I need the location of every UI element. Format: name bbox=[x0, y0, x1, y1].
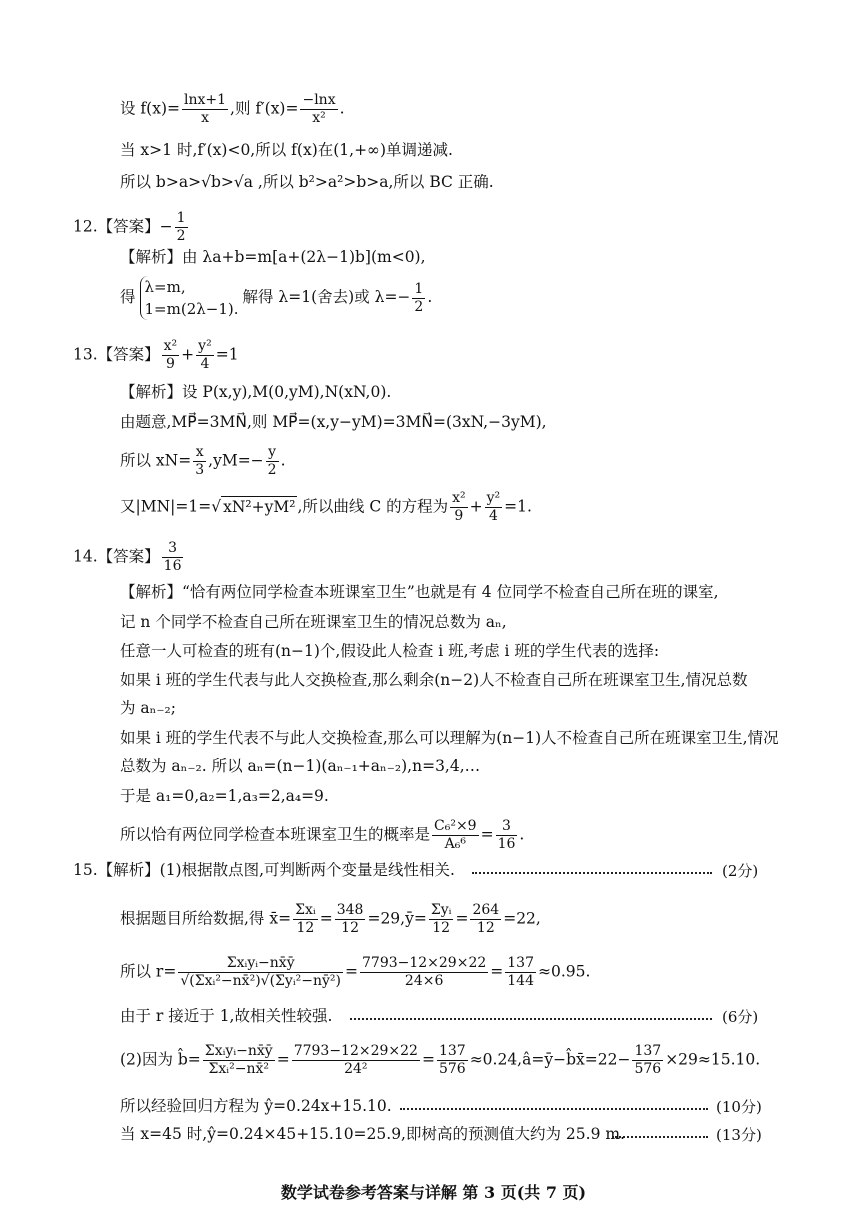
q15-correlation: 所以 r= $\frac{\text{Σxᵢyᵢ−nx̄ȳ}}{\text{√(Σxᵢ²−nx̄²)√(Σyᵢ²−nȳ²)}}$ = $\frac{7793-12\times 29\times 22}{24\times 6}$ = $\frac{137}{144}$ ≈0.95. bbox=[120, 955, 591, 989]
q14-analysis-4: 如果 i 班的学生代表与此人交换检查,那么剩余(n−2)人不检查自己所在班课室卫生,情况总数 bbox=[120, 671, 748, 689]
q14-answer: 14.【答案】 $\frac{3}{16}$ bbox=[73, 540, 182, 574]
fraction: $\frac{-\ln x}{\text{x²}}$ bbox=[302, 92, 336, 126]
score-6: (6分) bbox=[722, 1008, 759, 1026]
q14-analysis-2: 记 n 个同学不检查自己所在班课室卫生的情况总数为 aₙ, bbox=[120, 613, 507, 631]
q14-analysis-8: 于是 a₁=0,a₂=1,a₃=2,a₄=9. bbox=[120, 787, 329, 805]
q12-analysis-2: 得 λ=m, 1=m(2λ−1). 解得 λ=1(舍去)或 λ=− $\frac{1}{2}$ . bbox=[120, 278, 433, 318]
dot-leader bbox=[612, 1136, 708, 1138]
text: 设 f(x)= bbox=[120, 99, 180, 118]
q14-analysis-3: 任意一人可检查的班有(n−1)个,假设此人检查 i 班,考虑 i 班的学生代表的选择: bbox=[120, 642, 660, 660]
q13-analysis-1: 【解析】设 P(x,y),M(0,yM),N(xN,0). bbox=[120, 383, 392, 401]
score-2: (2分) bbox=[722, 862, 759, 880]
q13-answer: 13.【答案】 $\frac{\text{x²}}{9}$ + $\frac{\text{y²}}{4}$ =1 bbox=[73, 338, 239, 372]
dot-leader bbox=[472, 872, 712, 874]
line-function-def: 设 f(x)= $\frac{\ln x+1}{x}$ ,则 f′(x)= $\frac{-\ln x}{\text{x²}}$ . bbox=[120, 92, 345, 126]
q15-prediction: 当 x=45 时,ŷ=0.24×45+15.10=25.9,即树高的预测值大约为 25.9 m. bbox=[120, 1125, 625, 1143]
line-monotonic: 当 x>1 时,f′(x)<0,所以 f(x)在(1,+∞)单调递减. bbox=[120, 141, 453, 159]
fraction: $\frac{\ln x+1}{x}$ bbox=[184, 92, 227, 126]
q13-analysis-4: 又|MN|=1=√ xN²+yM² ,所以曲线 C 的方程为 $\frac{\text{x²}}{9}$ + $\frac{\text{y²}}{4}$ =1. bbox=[120, 490, 532, 524]
page-footer: 数学试卷参考答案与详解 第 3 页(共 7 页) bbox=[280, 1183, 587, 1202]
q14-analysis-1: 【解析】“恰有两位同学检查本班课室卫生”也就是有 4 位同学不检查自己所在班的课室, bbox=[120, 583, 719, 601]
q12-analysis-1: 【解析】由 λa+b=m[a+(2λ−1)b](m<0), bbox=[120, 248, 426, 266]
dot-leader bbox=[400, 1108, 708, 1110]
q15-means: 根据题目所给数据,得 x̄= $\frac{\text{Σxᵢ}}{12}$ = $\frac{348}{12}$ =29,ȳ= $\frac{\text{Σyᵢ}}{12}$ = $\frac{264}{12}$ =22, bbox=[120, 902, 541, 936]
dot-leader bbox=[350, 1018, 712, 1020]
text: ,则 f′(x)= bbox=[230, 99, 299, 118]
q14-analysis-5: 为 aₙ₋₂; bbox=[120, 699, 176, 717]
q13-analysis-2: 由题意,MP⃗=3MN⃗,则 MP⃗=(x,y−yM)=3MN⃗=(3xN,−3yM), bbox=[120, 413, 547, 431]
q14-analysis-6: 如果 i 班的学生代表不与此人交换检查,那么可以理解为(n−1)人不检查自己所在班课室卫生,情况 bbox=[120, 729, 779, 747]
q15-slope: (2)因为 b̂= $\frac{\text{Σxᵢyᵢ−nx̄ȳ}}{\text{Σxᵢ²−nx̄²}}$ = $\frac{7793-12\times 29\times 22}{\text{24²}}$ = $\frac{137}{576}$ ≈0.24,â=ȳ−b̂x̄=22− $\frac{137}{576}$ ×29≈15.10. bbox=[120, 1043, 761, 1077]
line-conclusion-bc: 所以 b>a>√b>√a ,所以 b²>a²>b>a,所以 BC 正确. bbox=[120, 173, 494, 191]
q15-regression: 所以经验回归方程为 ŷ=0.24x+15.10. bbox=[120, 1097, 392, 1115]
equation-system: λ=m, 1=m(2λ−1). bbox=[140, 276, 239, 320]
q12-answer: 12.【答案】− $\frac{1}{2}$ bbox=[73, 210, 186, 244]
q15-part1: 15.【解析】(1)根据散点图,可判断两个变量是线性相关. bbox=[73, 861, 455, 879]
q15-strong: 由于 r 接近于 1,故相关性较强. bbox=[120, 1007, 333, 1025]
score-10: (10分) bbox=[716, 1098, 762, 1116]
q14-analysis-7: 总数为 aₙ₋₂. 所以 aₙ=(n−1)(aₙ₋₁+aₙ₋₂),n=3,4,… bbox=[120, 757, 481, 775]
score-13: (13分) bbox=[716, 1126, 762, 1144]
q13-analysis-3: 所以 xN= $\frac{x}{3}$ ,yM=− $\frac{y}{2}$ . bbox=[120, 444, 286, 478]
q14-probability: 所以恰有两位同学检查本班课室卫生的概率是 $\frac{\text{C₆²×9}}{\text{A₆⁶}}$ = $\frac{3}{16}$ . bbox=[120, 818, 525, 852]
